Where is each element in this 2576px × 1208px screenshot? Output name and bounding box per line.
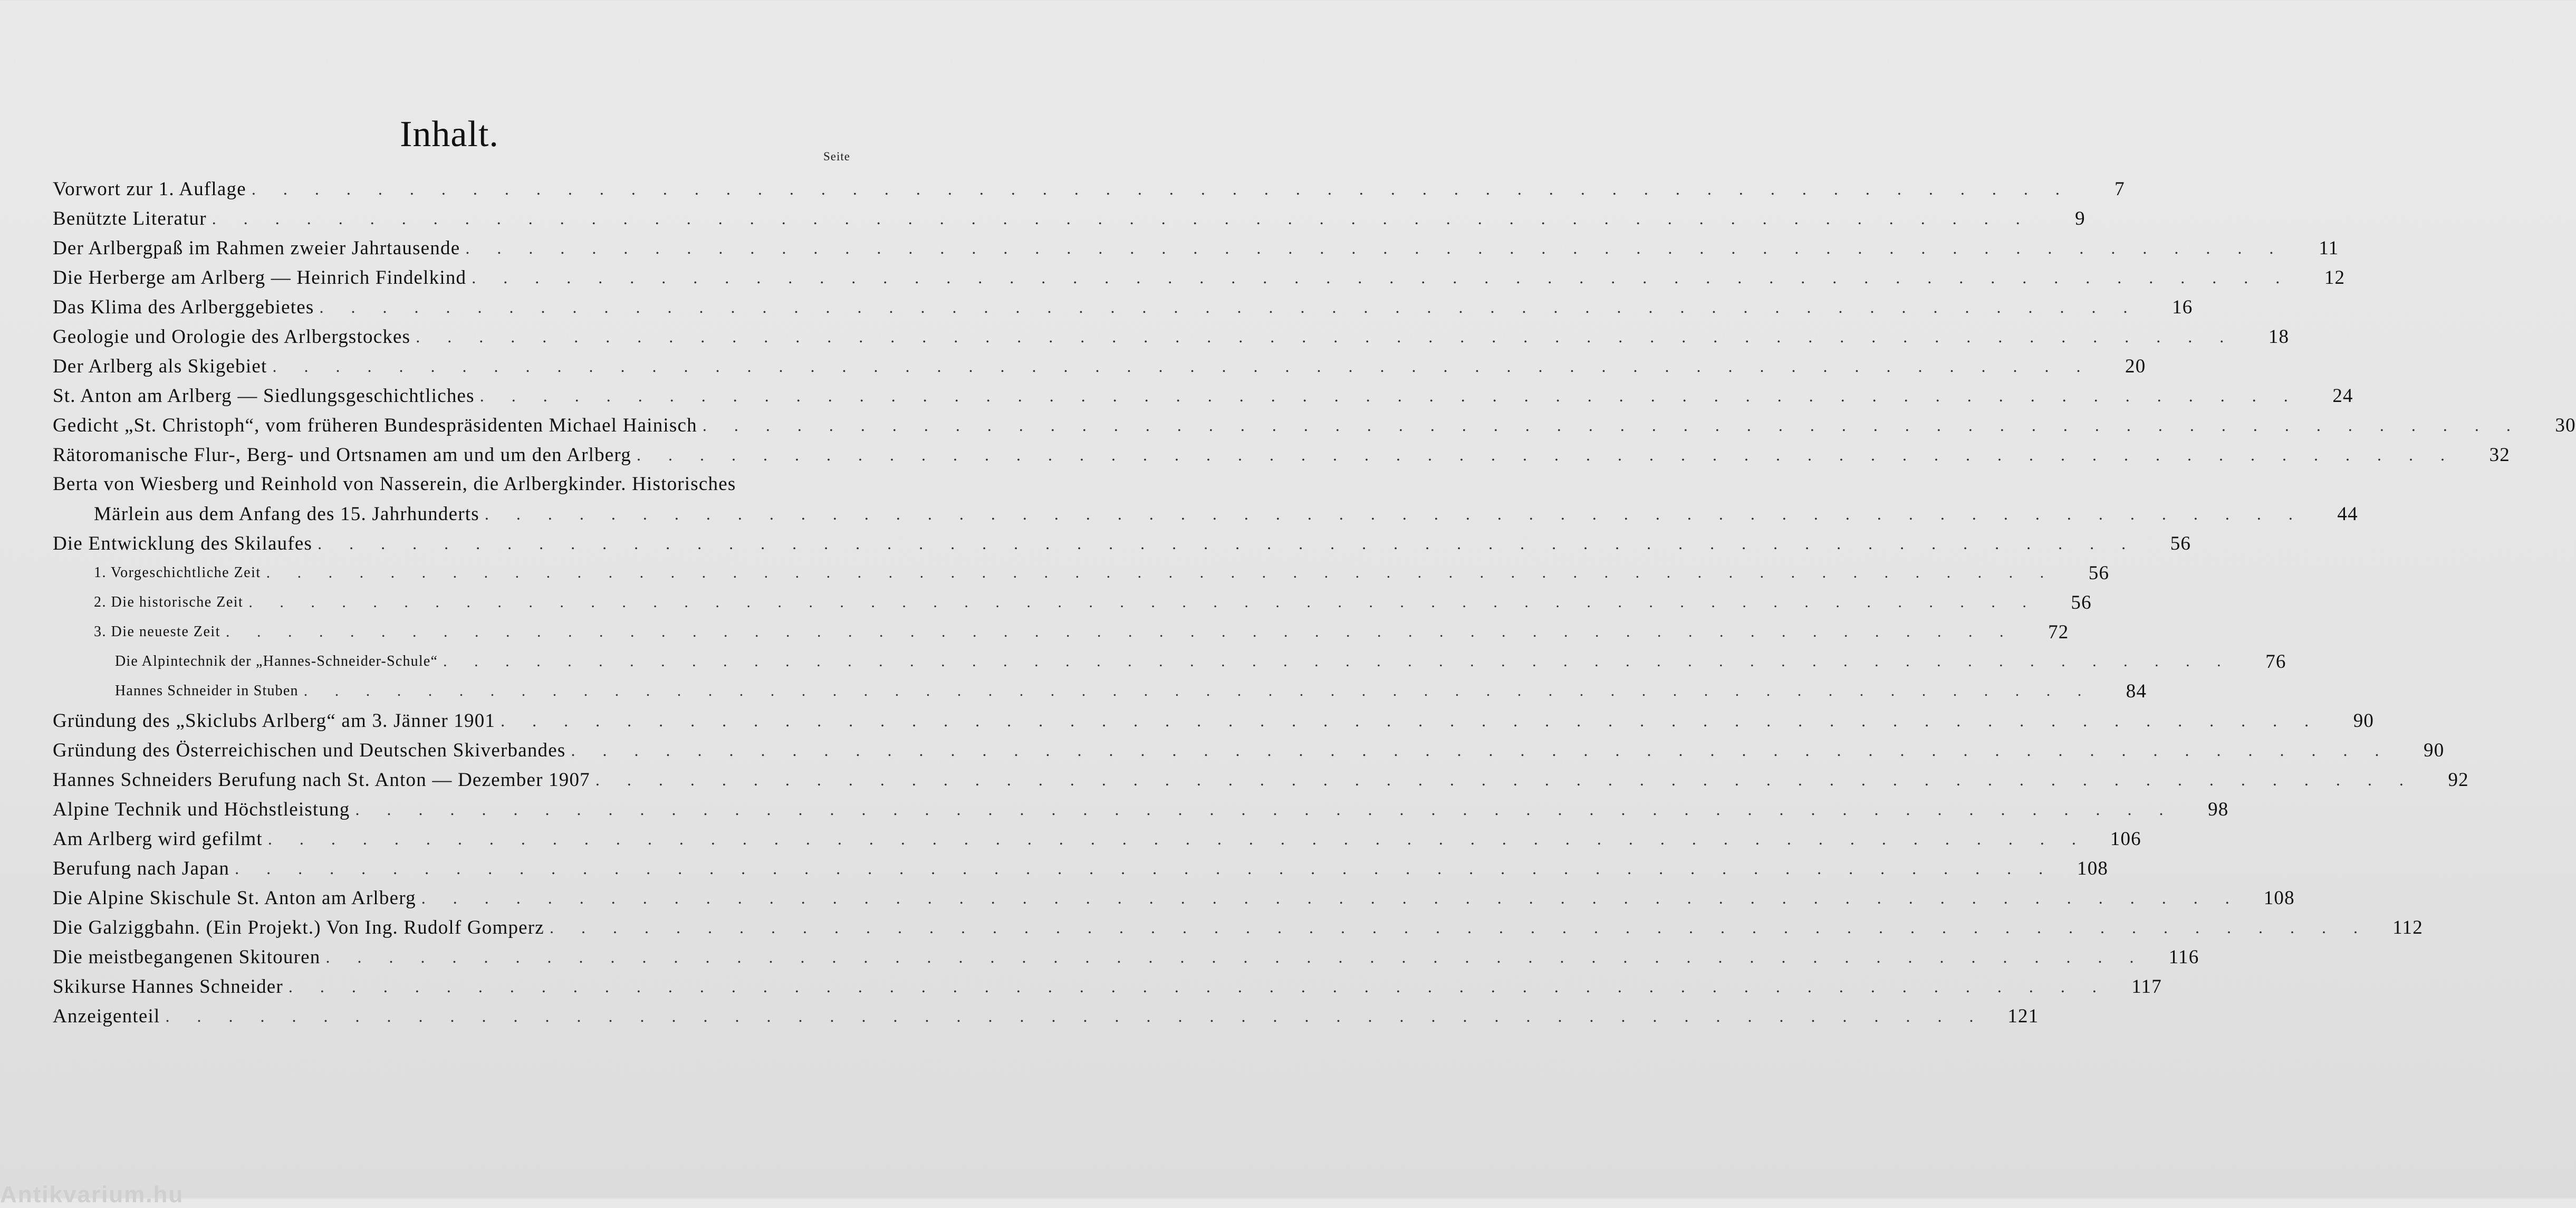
toc-entry-title: Hannes Schneiders Berufung nach St. Anton — Dezember 1907 xyxy=(53,769,590,791)
toc-entry-page: 30 xyxy=(2555,414,2576,436)
toc-entry-title: Benützte Literatur xyxy=(53,207,207,229)
toc-entry xyxy=(53,735,2445,765)
dot-leader: . . . . . . . . . . . . . . . . . . . . . . . . . . . . . . . . . . . . . . . . . . . . . . . . . . . . . . . . . . xyxy=(501,711,2321,730)
dot-leader: . . . . . . . . . . . . . . . . . . . . . . . . . . . . . . . . . . . . . . . . . . . . . . . . . . . . . . . . . . xyxy=(251,179,2071,198)
toc-entry-page: 108 xyxy=(2263,887,2295,909)
toc-subentry xyxy=(53,647,2286,676)
toc-entry-page: 116 xyxy=(2168,946,2199,968)
toc-entry xyxy=(53,942,2199,972)
toc-entry-page: 18 xyxy=(2268,325,2290,348)
toc-entry-title: Gründung des Österreichischen und Deutschen Skiverbandes xyxy=(53,739,566,761)
dot-leader: . . . . . . . . . . . . . . . . . . . . . . . . . . . . . . . . . . . . . . . . . . . . . . . . . . . . . . . . . . xyxy=(272,356,2092,376)
toc-entry-page: 112 xyxy=(2392,916,2423,938)
toc-entry xyxy=(53,794,2229,824)
toc-entry xyxy=(53,529,2191,558)
toc-entry-page: 84 xyxy=(2126,680,2147,702)
dot-leader: . . . . . . . . . . . . . . . . . . . . . . . . . . . . . . . . . . . . . . . . . . . . . . . . . . . . . . . . . . xyxy=(318,533,2138,553)
toc-entry-page: 32 xyxy=(2489,444,2510,466)
page-column-label: Seite xyxy=(823,150,850,163)
toc-entry xyxy=(53,292,2193,322)
toc-entry xyxy=(53,174,2125,204)
toc-entry-title: St. Anton am Arlberg — Siedlungsgeschichtliches xyxy=(53,385,475,407)
toc-entry-title: Die Alpintechnik der „Hannes-Schneider-Schule“ xyxy=(115,653,438,669)
toc-entry-page: 106 xyxy=(2110,828,2141,850)
toc-entry-title: Das Klima des Arlberggebietes xyxy=(53,296,314,318)
toc-entry-page: 56 xyxy=(2170,532,2191,554)
toc-entry-title: Vorwort zur 1. Auflage xyxy=(53,178,246,200)
toc-entry-title: Alpine Technik und Höchstleistung xyxy=(53,798,350,820)
dot-leader: . . . . . . . . . . . . . . . . . . . . . . . . . . . . . . . . . . . . . . . . . . . . . . . . . . . . . . . . . . xyxy=(288,976,2108,996)
toc-entry-title: Gründung des „Skiclubs Arlberg“ am 3. Jänner 1901 xyxy=(53,710,496,732)
toc-entry xyxy=(53,410,2576,440)
toc-subentry xyxy=(53,617,2069,647)
dot-leader: . . . . . . . . . . . . . . . . . . . . . . . . . . . . . . . . . . . . . . . . . . . . . . . . . . . . . . . . . . xyxy=(636,445,2456,464)
toc-entry xyxy=(53,381,2353,410)
toc-entry-title: 1. Vorgeschichtliche Zeit xyxy=(94,564,261,581)
toc-entry-title: Der Arlbergpaß im Rahmen zweier Jahrtausende xyxy=(53,237,460,259)
dot-leader: . . . . . . . . . . . . . . . . . . . . . . . . . . . . . . . . . . . . . . . . . . . . . . . . . . . . . . . . . . xyxy=(355,799,2175,819)
dot-leader: . . . . . . . . . . . . . . . . . . . . . . . . . . . . . . . . . . . . . . . . . . . . . . . . . . . . . . . . . . xyxy=(267,829,2088,848)
toc-entry-page: 98 xyxy=(2208,798,2229,820)
toc-entry-page: 92 xyxy=(2448,769,2469,791)
toc-entry-page: 16 xyxy=(2172,296,2193,318)
toc-entry-page: 44 xyxy=(2337,503,2358,525)
toc-entry xyxy=(53,972,2162,1001)
toc-entry-title: Der Arlberg als Skigebiet xyxy=(53,355,267,377)
toc-entry-page: 117 xyxy=(2131,975,2162,998)
dot-leader: . . . . . . . . . . . . . . . . . . . . . . . . . . . . . . . . . . . . . . . . . . . . . . . . . . . . . . . . . . xyxy=(319,297,2139,317)
toc-subentry xyxy=(53,588,2092,617)
table-of-contents xyxy=(53,174,2576,1031)
toc-entry-page: 9 xyxy=(2075,207,2085,229)
toc-entry-title: Skikurse Hannes Schneider xyxy=(53,975,283,998)
toc-entry-page: 20 xyxy=(2125,355,2146,377)
toc-entry-title: 2. Die historische Zeit xyxy=(94,594,244,610)
toc-entry-title: Die Alpine Skischule St. Anton am Arlberg xyxy=(53,887,416,909)
toc-entry-page: 72 xyxy=(2048,621,2069,643)
dot-leader: . . . . . . . . . . . . . . . . . . . . . . . . . . . . . . . . . . . . . . . . . . . . . . . . . . . . . . . . . . xyxy=(165,1006,1985,1025)
page-title: Inhalt. xyxy=(400,114,499,155)
dot-leader: . . . . . . . . . . . . . . . . . . . . . . . . . . . . . . . . . . . . . . . . . . . . . . . . . . . . . . . . . . xyxy=(702,415,2522,435)
toc-entry-title-line1: Berta von Wiesberg und Reinhold von Nasserein, die Arlbergkinder. Historisches xyxy=(53,473,736,495)
dot-leader: . . . . . . . . . . . . . . . . . . . . . . . . . . . . . . . . . . . . . . . . . . . . . . . . . . . . . . . . . . xyxy=(595,770,2415,789)
toc-entry xyxy=(53,883,2295,913)
toc-entry-title: Rätoromanische Flur-, Berg- und Ortsnamen am und um den Arlberg xyxy=(53,444,631,466)
dot-leader: . . . . . . . . . . . . . . . . . . . . . . . . . . . . . . . . . . . . . . . . . . . . . . . . . . . . . . . . . . xyxy=(571,740,2391,760)
toc-entry xyxy=(53,469,2358,529)
dot-leader: . . . . . . . . . . . . . . . . . . . . . . . . . . . . . . . . . . . . . . . . . . . . . . . . . . . . . . . . . . xyxy=(212,208,2032,228)
toc-entry xyxy=(53,706,2375,735)
dot-leader: . . . . . . . . . . . . . . . . . . . . . . . . . . . . . . . . . . . . . . . . . . . . . . . . . . . . . . . . . . xyxy=(465,238,2285,257)
toc-entry-page: 56 xyxy=(2071,591,2092,613)
dot-leader: . . . . . . . . . . . . . . . . . . . . . . . . . . . . . . . . . . . . . . . . . . . . . . . . . . . . . . . . . . xyxy=(325,947,2146,966)
toc-entry xyxy=(53,913,2423,942)
toc-entry-page: 108 xyxy=(2077,857,2109,879)
toc-entry-title: Die meistbegangenen Skitouren xyxy=(53,946,321,968)
toc-entry xyxy=(53,263,2346,292)
toc-entry xyxy=(53,765,2469,794)
toc-entry-title: Am Arlberg wird gefilmt xyxy=(53,828,263,850)
toc-entry-page: 90 xyxy=(2353,710,2375,732)
dot-leader: . . . . . . . . . . . . . . . . . . . . . . . . . . . . . . . . . . . . . . . . . . . . . . . . . . . . . . . . . . xyxy=(479,386,2300,405)
toc-entry-title: Die Herberge am Arlberg — Heinrich Findelkind xyxy=(53,266,467,289)
toc-entry-page: 90 xyxy=(2424,739,2445,761)
dot-leader: . . . . . . . . . . . . . . . . . . . . . . . . . . . . . . . . . . . . . . . . . . . . . . . . . . . . . . . . . . xyxy=(235,858,2055,878)
toc-entry-title: Berufung nach Japan xyxy=(53,857,230,879)
toc-entry-page: 121 xyxy=(2007,1005,2039,1027)
toc-entry-page: 12 xyxy=(2324,266,2346,289)
toc-subentry xyxy=(53,558,2110,588)
toc-entry-title: 3. Die neueste Zeit xyxy=(94,624,220,640)
dot-leader: . . . . . . . . . . . . . . . . . . . . . . . . . . . . . . . . . . . . . . . . . . . . . . . . . . . . . . . . . . xyxy=(248,593,2038,611)
toc-entry-page: 24 xyxy=(2332,385,2353,407)
dot-leader: . . . . . . . . . . . . . . . . . . . . . . . . . . . . . . . . . . . . . . . . . . . . . . . . . . . . . . . . . . xyxy=(421,888,2241,907)
dot-leader: . . . . . . . . . . . . . . . . . . . . . . . . . . . . . . . . . . . . . . . . . . . . . . . . . . . . . . . . . . xyxy=(225,623,2015,640)
watermark: Antikvarium.hu xyxy=(0,1182,184,1207)
toc-entry-title: Geologie und Orologie des Arlbergstockes xyxy=(53,325,411,348)
toc-entry-page: 11 xyxy=(2319,237,2339,259)
toc-entry xyxy=(53,1001,2039,1031)
toc-entry-title-line2: Märlein aus dem Anfang des 15. Jahrhunderts xyxy=(94,503,479,525)
toc-entry xyxy=(53,351,2146,381)
toc-entry xyxy=(53,440,2510,469)
toc-entry xyxy=(53,824,2141,854)
toc-subentry xyxy=(53,676,2147,706)
toc-entry-page: 76 xyxy=(2265,650,2286,673)
dot-leader: . . . . . . . . . . . . . . . . . . . . . . . . . . . . . . . . . . . . . . . . . . . . . . . . . . . . . . . . . . xyxy=(549,917,2369,937)
toc-entry-title: Anzeigenteil xyxy=(53,1005,160,1027)
toc-entry-title: Die Entwicklung des Skilaufes xyxy=(53,532,313,554)
toc-entry xyxy=(53,233,2339,263)
toc-entry xyxy=(53,854,2109,883)
dot-leader: . . . . . . . . . . . . . . . . . . . . . . . . . . . . . . . . . . . . . . . . . . . . . . . . . . . . . . . . . . xyxy=(266,564,2056,581)
toc-entry-title: Die Galziggbahn. (Ein Projekt.) Von Ing. Rudolf Gomperz xyxy=(53,916,544,938)
toc-entry-page: 56 xyxy=(2088,562,2110,584)
toc-entry xyxy=(53,322,2290,351)
dot-leader: . . . . . . . . . . . . . . . . . . . . . . . . . . . . . . . . . . . . . . . . . . . . . . . . . . . . . . . . . . xyxy=(472,267,2292,287)
dot-leader: . . . . . . . . . . . . . . . . . . . . . . . . . . . . . . . . . . . . . . . . . . . . . . . . . . . . . . . . . . xyxy=(303,682,2093,699)
dot-leader: . . . . . . . . . . . . . . . . . . . . . . . . . . . . . . . . . . . . . . . . . . . . . . . . . . . . . . . . . . xyxy=(443,653,2233,670)
toc-entry-page: 7 xyxy=(2114,178,2125,200)
dot-leader: . . . . . . . . . . . . . . . . . . . . . . . . . . . . . . . . . . . . . . . . . . . . . . . . . . . . . . . . . . xyxy=(484,504,2304,523)
toc-entry xyxy=(53,204,2085,233)
dot-leader: . . . . . . . . . . . . . . . . . . . . . . . . . . . . . . . . . . . . . . . . . . . . . . . . . . . . . . . . . . xyxy=(416,327,2236,346)
toc-entry-title: Gedicht „St. Christoph“, vom früheren Bundespräsidenten Michael Hainisch xyxy=(53,414,697,436)
toc-entry-title: Hannes Schneider in Stuben xyxy=(115,683,299,699)
